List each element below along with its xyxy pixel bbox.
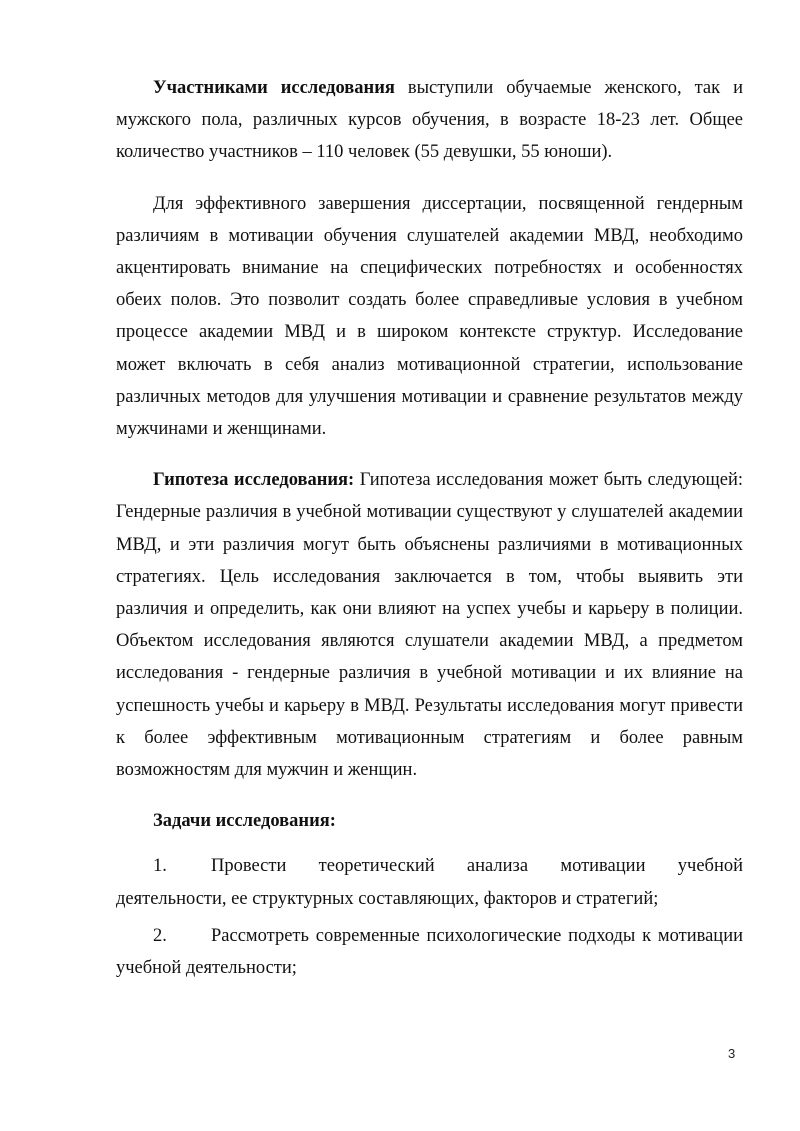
hypothesis-paragraph: [116, 464, 743, 786]
task-number: 1.: [153, 856, 167, 877]
participants-text: выступили обучаемые женского, так и мужского пола, различных курсов обучения, в возрасте 18-23 лет. Общее количество участников – 110 человек (55 девушки, 55 юноши).: [116, 78, 743, 163]
task-item: [116, 920, 743, 984]
participants-paragraph: [116, 72, 743, 169]
task-item: [116, 850, 743, 914]
task-number: 2.: [153, 925, 167, 946]
page-number: 3: [728, 1046, 736, 1061]
document-page: [116, 72, 743, 989]
tasks-heading: Задачи исследования:: [153, 811, 336, 832]
task-text: Рассмотреть современные психологические подходы к мотивации учебной деятельности;: [116, 925, 743, 979]
hypothesis-lead: Гипотеза исследования:: [153, 470, 355, 491]
intro-paragraph: Для эффективного завершения диссертации, посвященной гендерным различиям в мотивации обучения слушателей академии МВД, необходимо акцентировать внимание на специфических потребностях и особенностях обеих полов. Это позволит создать более справедливые условия в учебном процессе академии МВД и в широком контексте структур. Исследование может включать в себя анализ мотивационной стратегии, использование различных методов для улучшения мотивации и сравнение результатов между мужчинами и женщинами.: [116, 193, 743, 440]
hypothesis-text: Гипотеза исследования может быть следующей: Гендерные различия в учебной мотивации существуют у слушателей академии МВД, и эти различия могут быть объяснены различиями в мотивационных стратегиях. Цель исследования заключается в том, чтобы выявить эти различия и определить, как они влияют на успех учебы и карьеру в полиции. Объектом исследования являются слушатели академии МВД, а предметом исследования - гендерные различия в учебной мотивации и их влияние на успешность учебы и карьеру в МВД. Результаты исследования могут привести к более эффективным мотивационным стратегиям и более равным возможностям для мужчин и женщин.: [116, 470, 743, 781]
participants-lead: Участниками исследования: [153, 78, 395, 98]
task-text: Провести теоретический анализа мотивации учебной деятельности, ее структурных составляющих, факторов и стратегий;: [116, 856, 743, 909]
